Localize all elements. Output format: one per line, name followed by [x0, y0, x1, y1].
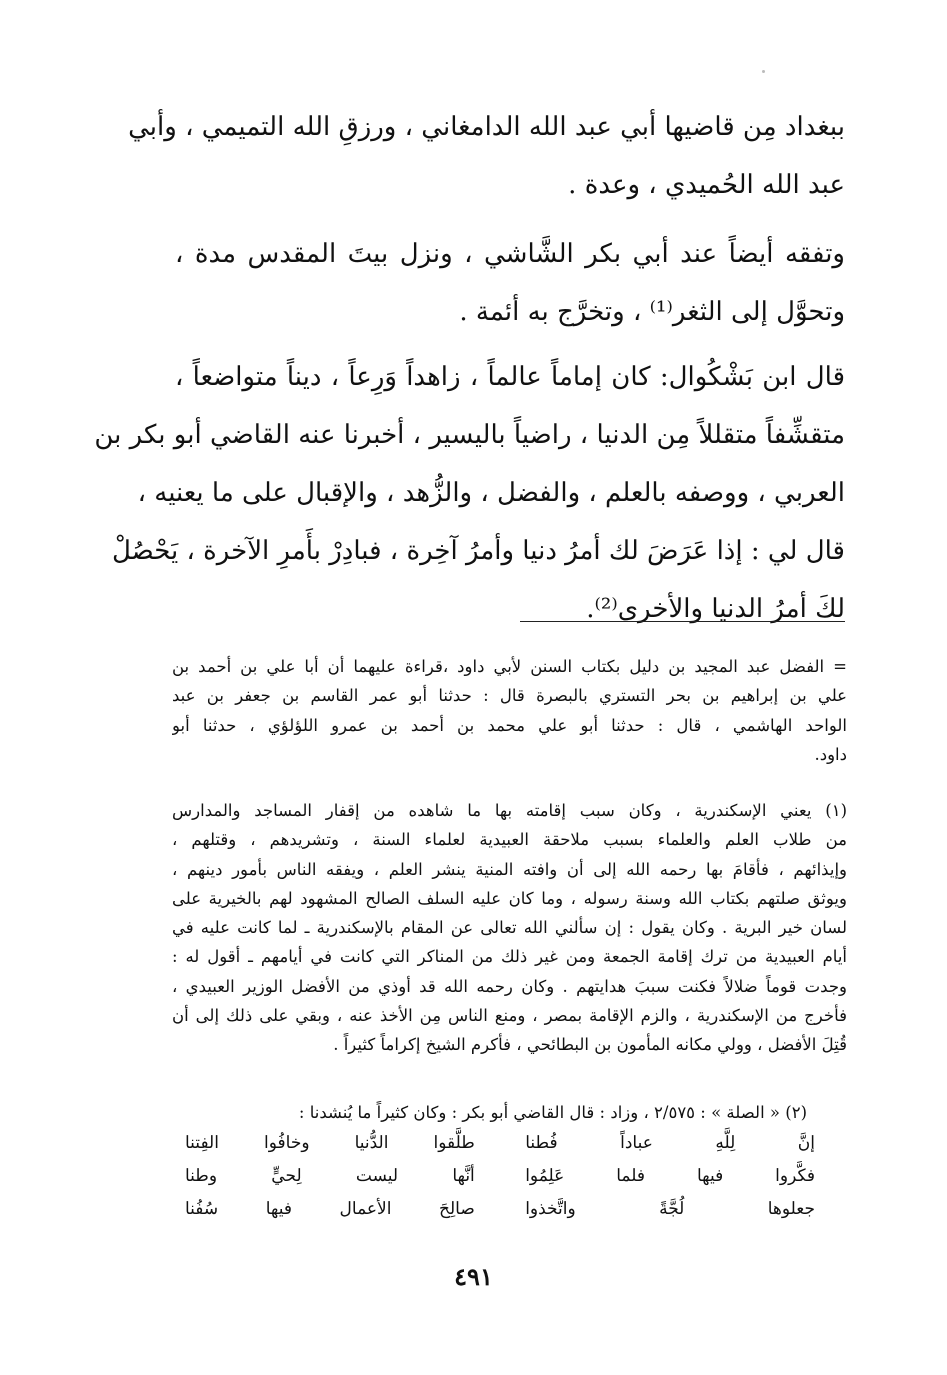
footnote-line: أيام العبيدية من ترك إقامة الجمعة ومن غير ذلك من المناكر التي كانت في أيامهم ـ أقول له :	[172, 947, 847, 967]
scan-speck	[762, 70, 765, 73]
verse-row	[185, 1127, 815, 1160]
footnote-line: من طلاب العلم والعلماء بسبب ملاحقة العبيدية لعلماء السنة ، وتشريدهم ، وقتلهم ،	[172, 830, 847, 850]
verse-first-hemistich: إنَّ لِلَّهِ عباداً فُطنا	[525, 1133, 815, 1153]
footnote-line: الواحد الهاشمي ، قال : حدثنا أبو علي محمد بن أحمد بن عمرو اللؤلؤي ، حدثنا أبو	[172, 715, 847, 735]
verse-second-hemistich: طلَّقوا الدُّنيا وخافُوا الفِتنا	[185, 1133, 475, 1153]
footnote-line: (١) يعني الإسكندرية ، وكان سبب إقامته بها ما شاهده من إقفار المساجد والمدارس	[172, 801, 847, 820]
main-line: عبد الله الحُميدي ، وعدة .	[568, 170, 845, 200]
main-line: ببغداد مِن قاضيها أبي عبد الله الدامغاني ، ورزقِ الله التميمي ، وأبي	[128, 112, 845, 142]
main-line: قال لي : إذا عَرَضَ لك أمرُ دنيا وأمرُ آخِرة ، فبادِرْ بأَمرِ الآخرة ، يَحْصُلْ	[111, 536, 845, 566]
main-paragraph-2	[175, 225, 845, 341]
footnote-line: علي بن إبراهيم بن بحر التستري بالبصرة قال : حدثنا أبو عمر القاسم بن جعفر بن عبد	[172, 686, 847, 706]
page-number: ٤٩١	[454, 1262, 493, 1291]
main-line: وتفقه أيضاً عند أبي بكر الشَّاشي ، ونزل بيتَ المقدس مدة ،	[175, 239, 845, 269]
footnote-line: = الفضل عبد المجيد بن دليل بكتاب السنن لأبي داود ،قراءة عليهما أن أبا علي بن أحمد بن	[172, 657, 847, 676]
footnote-line: وإيذائهم ، فأقامَ بها رحمه الله إلى أن وافته المنية ينشر العلم ، ويفقه الناس بأمور دينهم ،	[172, 859, 847, 879]
main-line: متقشِّفاً متقللاً مِن الدنيا ، راضياً باليسير ، أخبرنا عنه القاضي أبو بكر بن	[94, 420, 845, 450]
footnote-continuation	[172, 652, 847, 769]
footnote-line: قُتِلَ الأفضل ، وولي مكانه المأمون بن البطائحي ، فأكرم الشيخ إكراماً كثيراً .	[333, 1035, 847, 1055]
footnote-line: وجدت قوماً ضلالاً فكنت سببَ هدايتهم . وكان رحمه الله قد أوذي من الأفضل الوزير العبيدي ،	[172, 976, 847, 996]
poem-verses	[185, 1127, 815, 1226]
verse-row	[185, 1193, 815, 1226]
verse-first-hemistich: جعلوها لُجَّةً واتَّخذوا	[525, 1199, 815, 1219]
main-paragraph-1	[128, 98, 845, 214]
verse-second-hemistich: أنَّها ليست لِحيٍّ وطنا	[185, 1166, 475, 1186]
footnote-1	[172, 796, 847, 1060]
main-line: وتحوَّل إلى الثغر⁽¹⁾ ، وتخرَّج به أئمة .	[459, 297, 845, 327]
main-line: لكَ أمرُ الدنيا والأخرى⁽²⁾.	[586, 594, 845, 624]
footnote-line: ويوثق صلتهم بكتاب الله وسنة رسوله ، وما كان عليه السلف الصالح المشهود لهم بالخيرية على	[172, 888, 847, 908]
main-line: قال ابن بَشْكُوال: كان إماماً عالماً ، زاهداً وَرِعاً ، ديناً متواضعاً ،	[175, 362, 845, 392]
verse-row	[185, 1160, 815, 1193]
footnote-line: لسان خير البرية . وكان يقول : إن سألني الله تعالى عن المقام بالإسكندرية ـ لما كانت عليه في	[172, 918, 847, 938]
main-line: العربي ، ووصفه بالعلم ، والفضل ، والزُّهد ، والإقبال على ما يعنيه ،	[137, 478, 845, 508]
footnote-line: داود.	[814, 744, 847, 764]
footnote-divider	[520, 621, 845, 622]
footnote-2	[172, 1098, 847, 1127]
verse-second-hemistich: صالِحَ الأعمال فيها سُفُنا	[185, 1199, 475, 1219]
main-paragraph-3	[94, 348, 845, 638]
footnote-line: (٢) « الصلة » : ٢/٥٧٥ ، وزاد : قال القاضي أبو بكر : وكان كثيراً ما يُنشدنا :	[298, 1103, 807, 1122]
footnote-line: فأخرج من الإسكندرية ، والزم الإقامة بمصر ، ومنع الناس مِن الأخذ عنه ، وبقي على ذلك إلى أن	[172, 1006, 847, 1026]
verse-first-hemistich: فكَّروا فيها فلما عَلِمُوا	[525, 1166, 815, 1186]
